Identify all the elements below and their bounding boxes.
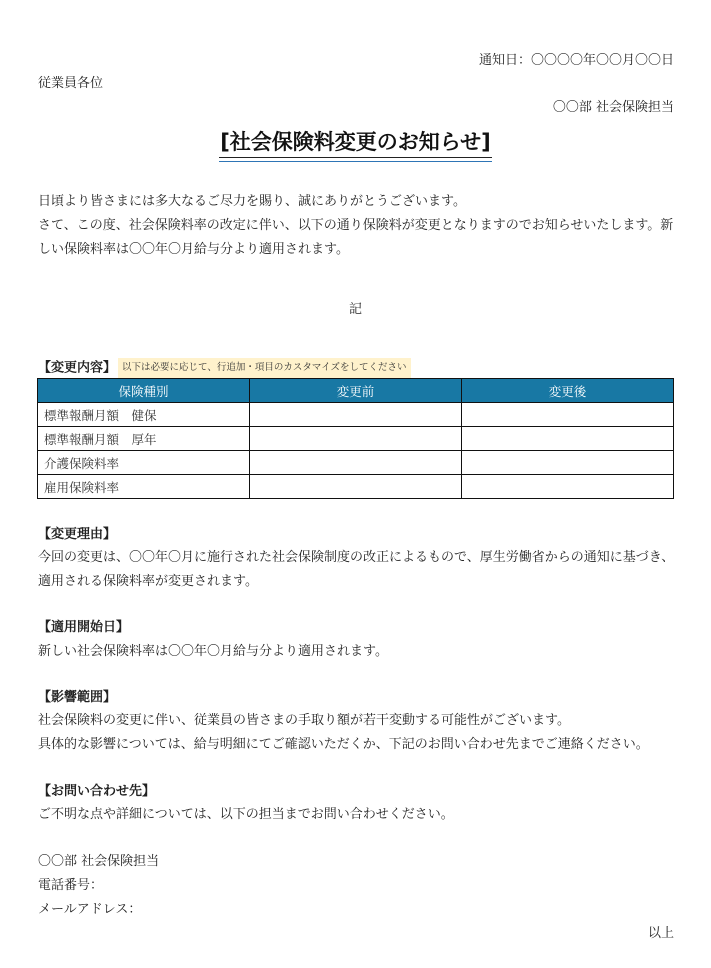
column-header-after: 変更後 xyxy=(462,379,674,403)
cell-type: 標準報酬月額 厚年 xyxy=(38,427,250,451)
closing: 以上 xyxy=(647,926,674,941)
cell-before[interactable] xyxy=(250,427,462,451)
cell-type: 介護保険料率 xyxy=(38,451,250,475)
column-header-type: 保険種別 xyxy=(38,379,250,403)
cell-before[interactable] xyxy=(250,451,462,475)
impact-line-2: 具体的な影響については、給与明細にてご確認いただくか、下記のお問い合わせ先までご連絡ください。 xyxy=(38,737,649,752)
start-date-body: 新しい社会保険料率は〇〇年〇月給与分より適用されます。 xyxy=(38,644,388,659)
column-header-before: 変更前 xyxy=(250,379,462,403)
cell-type: 雇用保険料率 xyxy=(38,475,250,499)
intro-line-2: さて、この度、社会保険料率の改定に伴い、以下の通り保険料が変更となりますのでお知らせいたします。新しい保険料率は〇〇年〇月給与分より適用されます。 xyxy=(38,218,674,257)
contact-heading: 【お問い合わせ先】 xyxy=(38,784,156,799)
intro-line-1: 日頃より皆さまには多大なるご尽力を賜り、誠にありがとうございます。 xyxy=(38,194,466,209)
changes-heading-text: 【変更内容】 xyxy=(38,360,117,376)
cell-after[interactable] xyxy=(462,475,674,499)
contact-dept: 〇〇部 社会保険担当 xyxy=(38,854,160,869)
start-date-heading: 【適用開始日】 xyxy=(38,620,130,635)
cell-before[interactable] xyxy=(250,403,462,427)
addressee: 従業員各位 xyxy=(38,76,104,91)
table-row xyxy=(38,451,674,475)
changes-heading xyxy=(38,358,411,378)
cell-before[interactable] xyxy=(250,475,462,499)
title-text: [社会保険料変更のお知らせ] xyxy=(219,128,492,158)
cell-after[interactable] xyxy=(462,427,674,451)
page-title xyxy=(0,128,711,158)
notice-date: 通知日：〇〇〇〇年〇〇月〇〇日 xyxy=(478,53,674,68)
table-row xyxy=(38,427,674,451)
sender: 〇〇部 社会保険担当 xyxy=(552,100,674,115)
changes-table xyxy=(37,378,674,499)
impact-heading: 【影響範囲】 xyxy=(38,690,117,705)
reason-body: 今回の変更は、〇〇年〇月に施行された社会保険制度の改正によるもので、厚生労働省からの通知に基づき、適用される保険料率が変更されます。 xyxy=(38,550,675,589)
intro xyxy=(38,190,678,262)
impact-line-1: 社会保険料の変更に伴い、従業員の皆さまの手取り額が若干変動する可能性がございます。 xyxy=(38,713,570,728)
cell-after[interactable] xyxy=(462,451,674,475)
table-header-row xyxy=(38,379,674,403)
impact-body xyxy=(38,709,678,757)
cell-type: 標準報酬月額 健保 xyxy=(38,403,250,427)
table-row xyxy=(38,475,674,499)
contact-body: ご不明な点や詳細については、以下の担当までお問い合わせください。 xyxy=(38,807,454,822)
contact-phone-label: 電話番号： xyxy=(38,878,104,893)
customize-hint: 以下は必要に応じて、行追加・項目のカスタマイズをしてください xyxy=(118,358,411,378)
cell-after[interactable] xyxy=(462,403,674,427)
reason-heading: 【変更理由】 xyxy=(38,527,117,542)
table-row xyxy=(38,403,674,427)
contact-email-label: メールアドレス： xyxy=(38,902,142,917)
ki-heading: 記 xyxy=(348,302,362,317)
